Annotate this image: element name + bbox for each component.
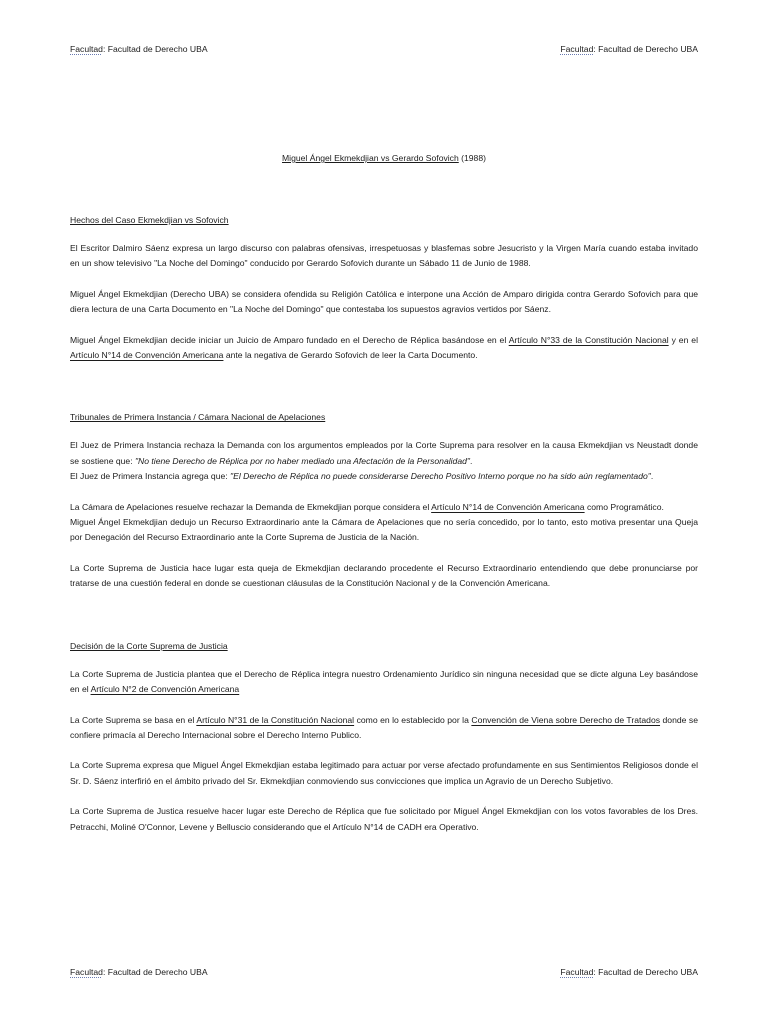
tribunales-paragraph-1 bbox=[70, 438, 698, 484]
hechos-p3-text-c: ante la negativa de Gerardo Sofovich de leer la Carta Documento. bbox=[223, 350, 478, 361]
header-left-value: : Facultad de Derecho UBA bbox=[102, 44, 208, 54]
link-convencion-viena[interactable]: Convención de Viena sobre Derecho de Tratados bbox=[471, 714, 661, 725]
decision-p2-text-a: La Corte Suprema se basa en el bbox=[70, 714, 197, 725]
tribunales-p2-text-b: como Programático. bbox=[584, 501, 664, 512]
decision-paragraph-1 bbox=[70, 667, 698, 698]
link-articulo-2-cadh[interactable]: Artículo N°2 de Convención Americana bbox=[90, 684, 240, 695]
decision-paragraph-4: La Corte Suprema de Justica resuelve hacer lugar este Derecho de Réplica que fue solicitado por Miguel Ángel Ekmekdjian con los votos favorables de los Dres. Petracchi, Moliné O'Connor, Levene y Belluscio considerando que el Artículo N°14 de CADH era Operativo. bbox=[70, 806, 698, 832]
tribunales-p1-quote: "No tiene Derecho de Réplica por no haber mediado una Afectación de la Personalidad" bbox=[134, 455, 470, 466]
tribunales-p1-end: . bbox=[469, 455, 473, 466]
heading-hechos: Hechos del Caso Ekmekdjian vs Sofovich bbox=[70, 215, 229, 225]
footer-right-label: Facultad bbox=[560, 967, 594, 977]
hechos-p3-text-a: Miguel Ángel Ekmekdjian decide iniciar un Juicio de Amparo fundado en el Derecho de Réplica basándose en el bbox=[70, 334, 509, 345]
tribunales-p2-text-a: La Cámara de Apelaciones resuelve rechazar la Demanda de Ekmekdjian porque considera el bbox=[70, 501, 432, 512]
document-body bbox=[70, 213, 698, 850]
heading-tribunales: Tribunales de Primera Instancia / Cámara Nacional de Apelaciones bbox=[70, 412, 326, 423]
title-year: (1988) bbox=[461, 153, 486, 163]
decision-paragraph-3: La Corte Suprema expresa que Miguel Ángel Ekmekdjian estaba legitimado para actuar por verse afectado profundamente en sus Sentimientos Religiosos donde el Sr. D. Sáenz interfirió en el ámbito privado del Sr. Ekmekdjian conmoviendo sus convicciones que implica un Agravio de un Derecho Subjetivo. bbox=[70, 760, 698, 786]
header-left bbox=[70, 44, 208, 54]
hechos-paragraph-3 bbox=[70, 333, 698, 364]
link-articulo-33[interactable]: Artículo N°33 de la Constitución Nacional bbox=[508, 334, 669, 345]
decision-paragraph-2 bbox=[70, 713, 698, 744]
page-header bbox=[70, 44, 698, 54]
tribunales-paragraph-2 bbox=[70, 500, 698, 546]
tribunales-p1-line2-end: . bbox=[650, 471, 654, 482]
decision-p1-text: La Corte Suprema de Justicia plantea que el Derecho de Réplica integra nuestro Ordenamiento Jurídico sin ninguna necesidad que se dicte alguna Ley basándose en el bbox=[70, 668, 698, 695]
footer-left bbox=[70, 967, 208, 977]
heading-decision: Decisión de la Corte Suprema de Justicia bbox=[70, 640, 228, 651]
link-articulo-31[interactable]: Artículo N°31 de la Constitución Nacional bbox=[196, 714, 355, 725]
tribunales-p1-text: El Juez de Primera Instancia rechaza la Demanda con los argumentos empleados por la Corte Suprema para resolver en la causa Ekmekdjian vs Neustadt donde se sostiene que: bbox=[70, 440, 698, 466]
footer-right-value: : Facultad de Derecho UBA bbox=[593, 967, 698, 977]
header-left-label: Facultad bbox=[70, 44, 103, 54]
page-footer bbox=[70, 967, 698, 977]
header-right-value: : Facultad de Derecho UBA bbox=[593, 44, 698, 54]
tribunales-p1-line2-text: El Juez de Primera Instancia agrega que: bbox=[70, 471, 231, 482]
link-articulo-14-cadh-2[interactable]: Artículo N°14 de Convención Americana bbox=[431, 501, 585, 512]
tribunales-p2-line2: Miguel Ángel Ekmekdjian dedujo un Recurso Extraordinario ante la Cámara de Apelaciones que no sería concedido, por lo tanto, esto motiva presentar una Queja por Denegación del Recurso Extraordinario ante la Corte Suprema de Justicia de la Nación. bbox=[70, 517, 698, 543]
decision-p2-text-b: como en lo establecido por la bbox=[354, 714, 472, 725]
hechos-paragraph-1: El Escritor Dalmiro Sáenz expresa un largo discurso con palabras ofensivas, irrespetuosas y blasfemas sobre Jesucristo y la Virgen María cuando estaba invitado en un show televisivo "La Noche del Domingo" conducido por Gerardo Sofovich durante un Sábado 11 de Junio de 1988. bbox=[70, 243, 698, 269]
tribunales-p1-line2-quote: "El Derecho de Réplica no puede considerarse Derecho Positivo Interno porque no ha sido aún reglamentado" bbox=[230, 471, 651, 482]
footer-right bbox=[560, 967, 698, 977]
header-right-label: Facultad bbox=[560, 44, 594, 54]
footer-left-label: Facultad bbox=[70, 967, 103, 977]
link-articulo-14-cadh[interactable]: Artículo N°14 de Convención Americana bbox=[70, 350, 224, 361]
header-right bbox=[560, 44, 698, 54]
hechos-paragraph-2: Miguel Ángel Ekmekdjian (Derecho UBA) se considera ofendida su Religión Católica e interpone una Acción de Amparo dirigida contra Gerardo Sofovich para que diera lectura de una Carta Documento en "La Noche del Domingo" que contestaba los supuestos agravios vertidos por Sáenz. bbox=[70, 288, 698, 315]
tribunales-p1-line2 bbox=[70, 469, 698, 484]
hechos-p3-text-b: y en el bbox=[668, 334, 698, 345]
decision-p2-text-c: donde se confiere primacía al Derecho Internacional sobre el Derecho Interno Publico. bbox=[70, 714, 698, 740]
title-text: Miguel Ángel Ekmekdjian vs Gerardo Sofovich bbox=[282, 153, 459, 163]
footer-left-value: : Facultad de Derecho UBA bbox=[102, 967, 208, 977]
document-title bbox=[0, 153, 768, 163]
tribunales-paragraph-3: La Corte Suprema de Justicia hace lugar esta queja de Ekmekdjian declarando procedente el Recurso Extraordinario entendiendo que debe pronunciarse por tratarse de una cuestión federal en donde se cuestionan cláusulas de la Constitución Nacional y de la Convención Americana. bbox=[70, 562, 698, 589]
